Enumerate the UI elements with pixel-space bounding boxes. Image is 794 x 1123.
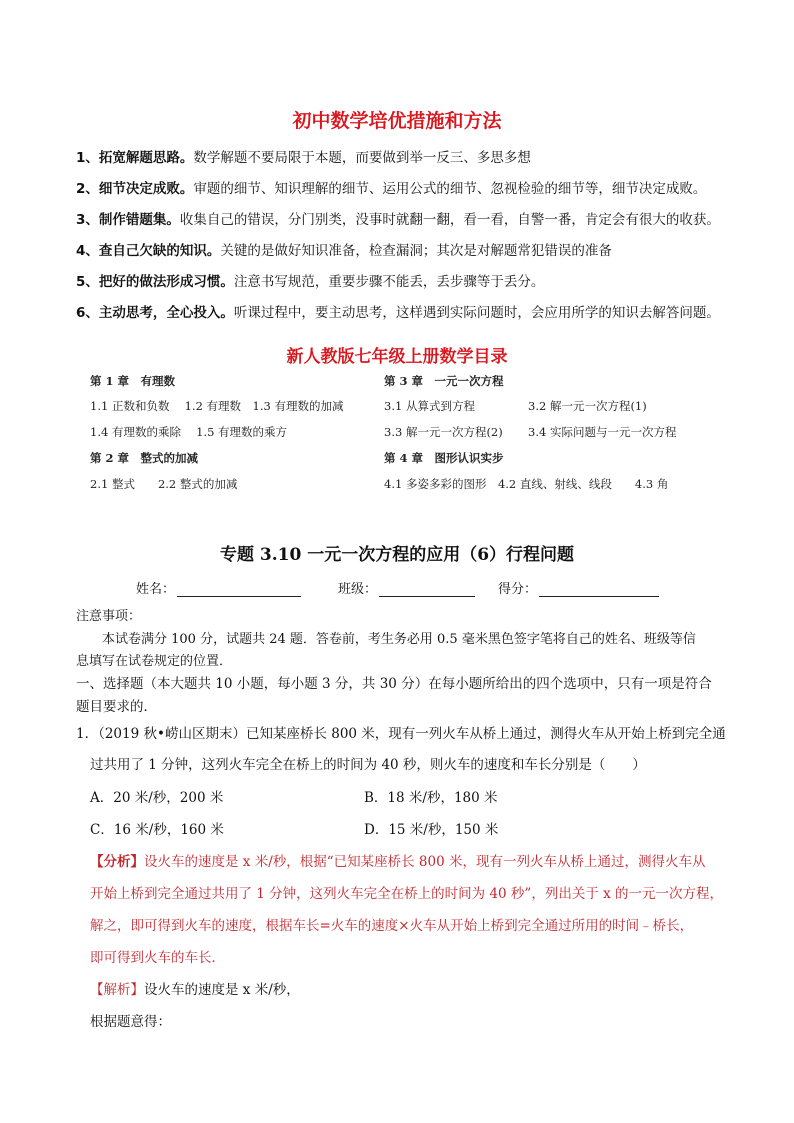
solution-line-2: 根据题意得： bbox=[90, 1014, 171, 1030]
toc-chapter-3: 第 3 章 一元一次方程 bbox=[384, 374, 504, 388]
toc-ch2-line1: 2.1 整式 2.2 整式的加减 bbox=[90, 477, 238, 491]
toc-ch3-line2a: 3.3 解一元一次方程(2) bbox=[384, 425, 503, 439]
notice-line-2: 息填写在试卷规定的位置． bbox=[76, 654, 233, 669]
tip-3: 3、制作错题集。收集自己的错误，分门别类，没事时就翻一翻，看一看，自警一番，肯定会有很大的收获。 bbox=[76, 212, 720, 228]
toc-ch3-line1b: 3.2 解一元一次方程(1) bbox=[528, 399, 647, 413]
analysis-line-1: 【分析】设火车的速度是 x 米/秒，根据“已知某座桥长 800 米，现有一列火车从桥上通过，测得火车从 bbox=[90, 854, 706, 870]
class-field[interactable]: 班级： bbox=[338, 578, 475, 597]
toc-ch1-line2: 1.4 有理数的乘除 1.5 有理数的乘方 bbox=[90, 425, 288, 439]
tip-5: 5、把好的做法形成习惯。注意书写规范，重要步骤不能丢，丢步骤等于丢分。 bbox=[76, 274, 545, 290]
tip-6: 6、主动思考，全心投入。听课过程中，要主动思考，这样遇到实际问题时，会应用所学的知识去解答问题。 bbox=[76, 305, 720, 321]
option-c[interactable]: C．16 米/秒，160 米 bbox=[90, 822, 224, 838]
score-blank[interactable] bbox=[539, 582, 659, 597]
option-b[interactable]: B．18 米/秒，180 米 bbox=[364, 790, 498, 806]
question-1-line-1: 1．（2019 秋•崂山区期末）已知某座桥长 800 米，现有一列火车从桥上通过，测得火车从开始上桥到完全通 bbox=[76, 726, 726, 742]
tip-1: 1、拓宽解题思路。数学解题不要局限于本题，而要做到举一反三、多思多想 bbox=[76, 150, 531, 166]
toc-ch3-line1a: 3.1 从算式到方程 bbox=[384, 399, 475, 413]
analysis-tag: 【分析】 bbox=[90, 854, 144, 870]
option-d[interactable]: D．15 米/秒，150 米 bbox=[364, 822, 499, 838]
toc-chapter-1: 第 1 章 有理数 bbox=[90, 374, 176, 388]
section-heading-line-1: 一、选择题（本大题共 10 小题，每小题 3 分，共 30 分）在每小题所给出的四个选项中，只有一项是符合 bbox=[76, 676, 712, 692]
section-heading-line-2: 题目要求的． bbox=[76, 699, 157, 715]
toc-ch4-line1: 4.1 多姿多彩的图形 4.2 直线、射线、线段 4.3 角 bbox=[384, 477, 669, 491]
name-blank[interactable] bbox=[177, 582, 301, 597]
notice-line-1: 本试卷满分 100 分，试题共 24 题．答卷前，考生务必用 0.5 毫米黑色签字笔将自己的姓名、班级等信 bbox=[102, 632, 696, 647]
class-blank[interactable] bbox=[379, 582, 475, 597]
page-title: 初中数学培优措施和方法 bbox=[292, 110, 502, 132]
name-field[interactable]: 姓名： bbox=[136, 578, 301, 597]
toc-chapter-4: 第 4 章 图形认识实步 bbox=[384, 451, 504, 465]
question-1-line-2: 过共用了 1 分钟，这列火车完全在桥上的时间为 40 秒，则火车的速度和车长分别是（ ） bbox=[90, 757, 646, 773]
option-a[interactable]: A．20 米/秒，200 米 bbox=[90, 790, 224, 806]
toc-chapter-2: 第 2 章 整式的加减 bbox=[90, 451, 199, 465]
toc-ch3-line2b: 3.4 实际问题与一元一次方程 bbox=[528, 425, 677, 439]
score-field[interactable]: 得分： bbox=[498, 578, 659, 597]
quiz-title: 专题 3.10 一元一次方程的应用（6）行程问题 bbox=[219, 545, 575, 565]
tip-4: 4、查自己欠缺的知识。关键的是做好知识准备，检查漏洞；其次是对解题常犯错误的准备 bbox=[76, 243, 612, 259]
analysis-line-4: 即可得到火车的车长． bbox=[90, 950, 225, 966]
analysis-line-3: 解之，即可得到火车的速度，根据车长=火车的速度×火车从开始上桥到完全通过所用的时间﹣桥长， bbox=[90, 918, 694, 934]
analysis-line-2: 开始上桥到完全通过共用了 1 分钟，这列火车完全在桥上的时间为 40 秒”，列出关于 x 的一元一次方程， bbox=[90, 886, 724, 902]
toc-title: 新人教版七年级上册数学目录 bbox=[286, 347, 508, 367]
solution-tag: 【解析】 bbox=[90, 982, 144, 998]
solution-line-1: 【解析】设火车的速度是 x 米/秒， bbox=[90, 982, 300, 998]
notice-title: 注意事项： bbox=[76, 609, 142, 624]
toc-ch1-line1: 1.1 正数和负数 1.2 有理数 1.3 有理数的加减 bbox=[90, 399, 344, 413]
tip-2: 2、细节决定成败。审题的细节、知识理解的细节、运用公式的细节、忽视检验的细节等，细节决定成败。 bbox=[76, 181, 707, 197]
